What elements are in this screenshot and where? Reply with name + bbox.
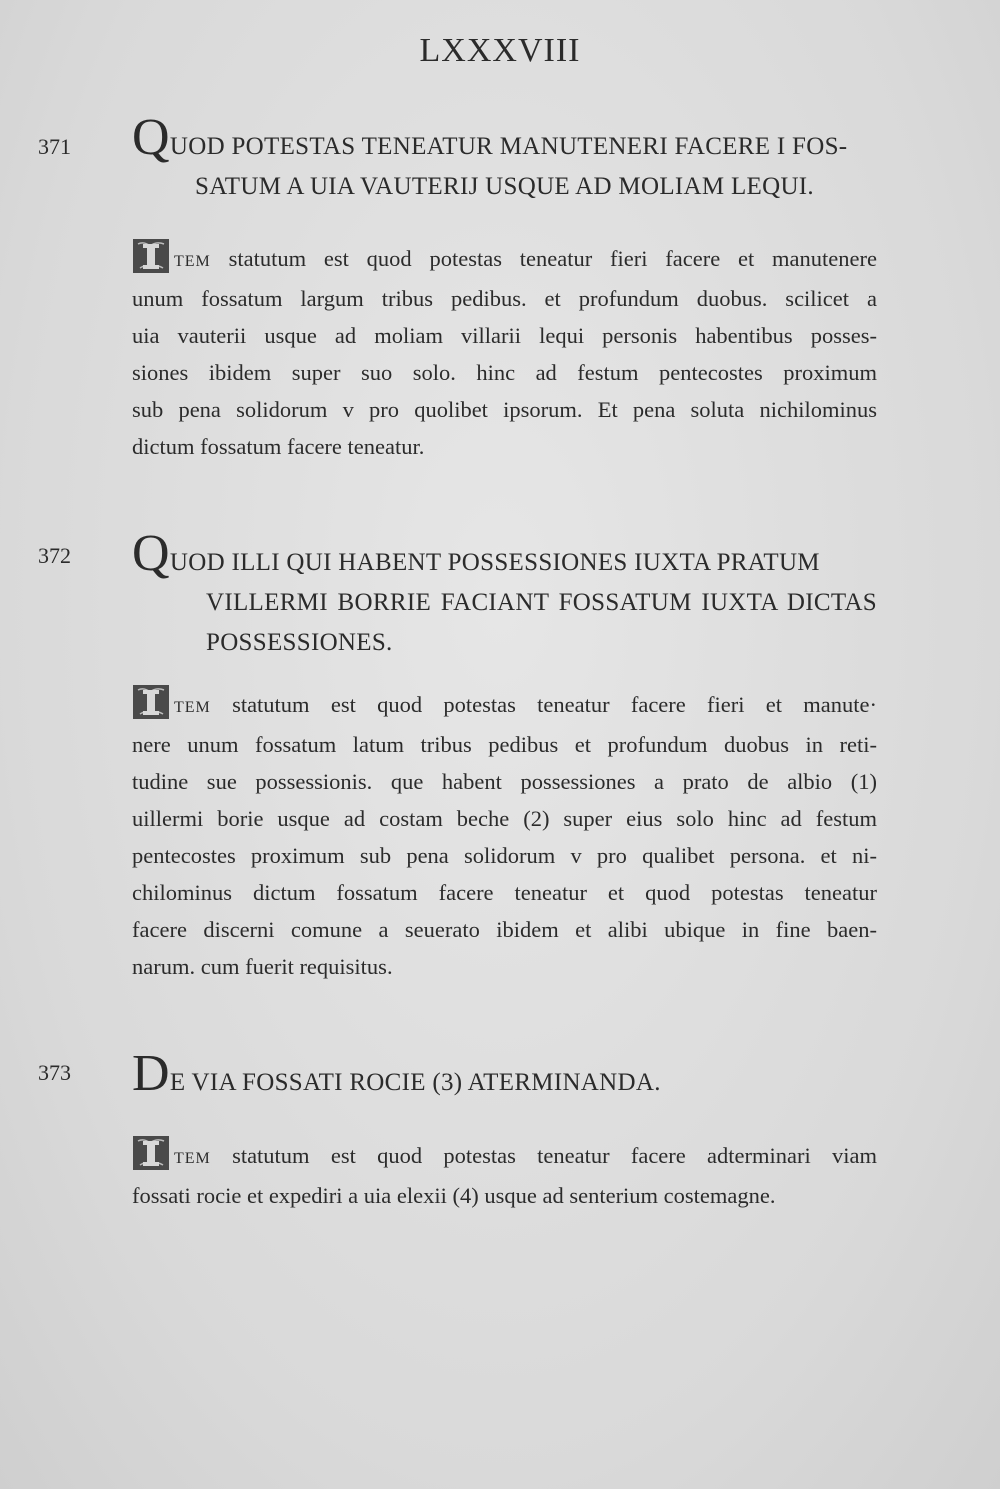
section-number-372: 372 [38,543,71,568]
heading-line: POSSESSIONES. [206,629,393,656]
text-line: uillermi borie usque ad costam beche (2) super eius solo hinc ad festum [132,806,877,831]
heading-line: UOD ILLI QUI HABENT POSSESSIONES IUXTA PRATUM [169,549,820,576]
text-line-content: statutum est quod potestas teneatur fieri facere et manutenere [228,246,878,271]
heading-line: E VIA FOSSATI ROCIE (3) ATERMINANDA. [169,1069,661,1096]
text-line: facere discerni comune a seuerato ibidem et alibi ubique in fine baen- [132,917,877,942]
dropcap-rest: TEM [174,1150,211,1167]
text-line: dictum fossatum facere teneatur. [132,434,425,459]
ornamental-initial-i-icon [132,1135,170,1171]
text-line: nere unum fossatum latum tribus pedibus et profundum duobus in reti- [132,732,877,757]
section-body-373 [132,1135,877,1214]
page-number: LXXXVIII [419,32,581,69]
text-line: sub pena solidorum v pro quolibet ipsorum. Et pena soluta nichilominus [132,397,877,422]
text-line: narum. cum fuerit requisitus. [132,954,393,979]
heading-initial: Q [132,525,170,582]
ornamental-initial-i-icon [132,238,170,274]
text-line: siones ibidem super suo solo. hinc ad festum pentecostes proximum [132,360,877,385]
heading-line: VILLERMI BORRIE FACIANT FOSSATUM IUXTA DICTAS [206,589,877,616]
text-line: unum fossatum largum tribus pedibus. et profundum duobus. scilicet a [132,286,877,311]
section-heading-373 [132,1045,877,1103]
text-line [132,238,877,280]
section-body-372 [132,684,877,985]
text-line: fossati rocie et expediri a uia elexii (4) usque ad senterium costemagne. [132,1183,776,1208]
text-line [132,684,877,726]
heading-initial: D [132,1045,170,1102]
text-line-content: statutum est quod potestas teneatur facere fieri et manute· [232,692,878,717]
heading-line: SATUM A UIA VAUTERIJ USQUE AD MOLIAM LEQUI. [195,173,814,200]
section-heading-372 [132,525,877,663]
text-line [132,1135,877,1177]
dropcap-rest: TEM [174,699,211,716]
section-body-371 [132,238,877,465]
ornamental-initial-i-icon [132,684,170,720]
text-line: chilominus dictum fossatum facere teneatur et quod potestas teneatur [132,880,877,905]
dropcap-rest: TEM [174,253,211,270]
heading-initial: Q [132,109,170,166]
section-number-371: 371 [38,134,71,159]
section-heading-371 [132,109,877,207]
text-line: tudine sue possessionis. que habent possessiones a prato de albio (1) [132,769,877,794]
heading-line: UOD POTESTAS TENEATUR MANUTENERI FACERE I FOS- [169,133,848,160]
text-line-content: statutum est quod potestas teneatur facere adterminari viam [232,1143,878,1168]
section-number-373: 373 [38,1060,71,1085]
text-line: pentecostes proximum sub pena solidorum v pro qualibet persona. et ni- [132,843,877,868]
text-line: uia vauterii usque ad moliam villarii lequi personis habentibus posses- [132,323,877,348]
